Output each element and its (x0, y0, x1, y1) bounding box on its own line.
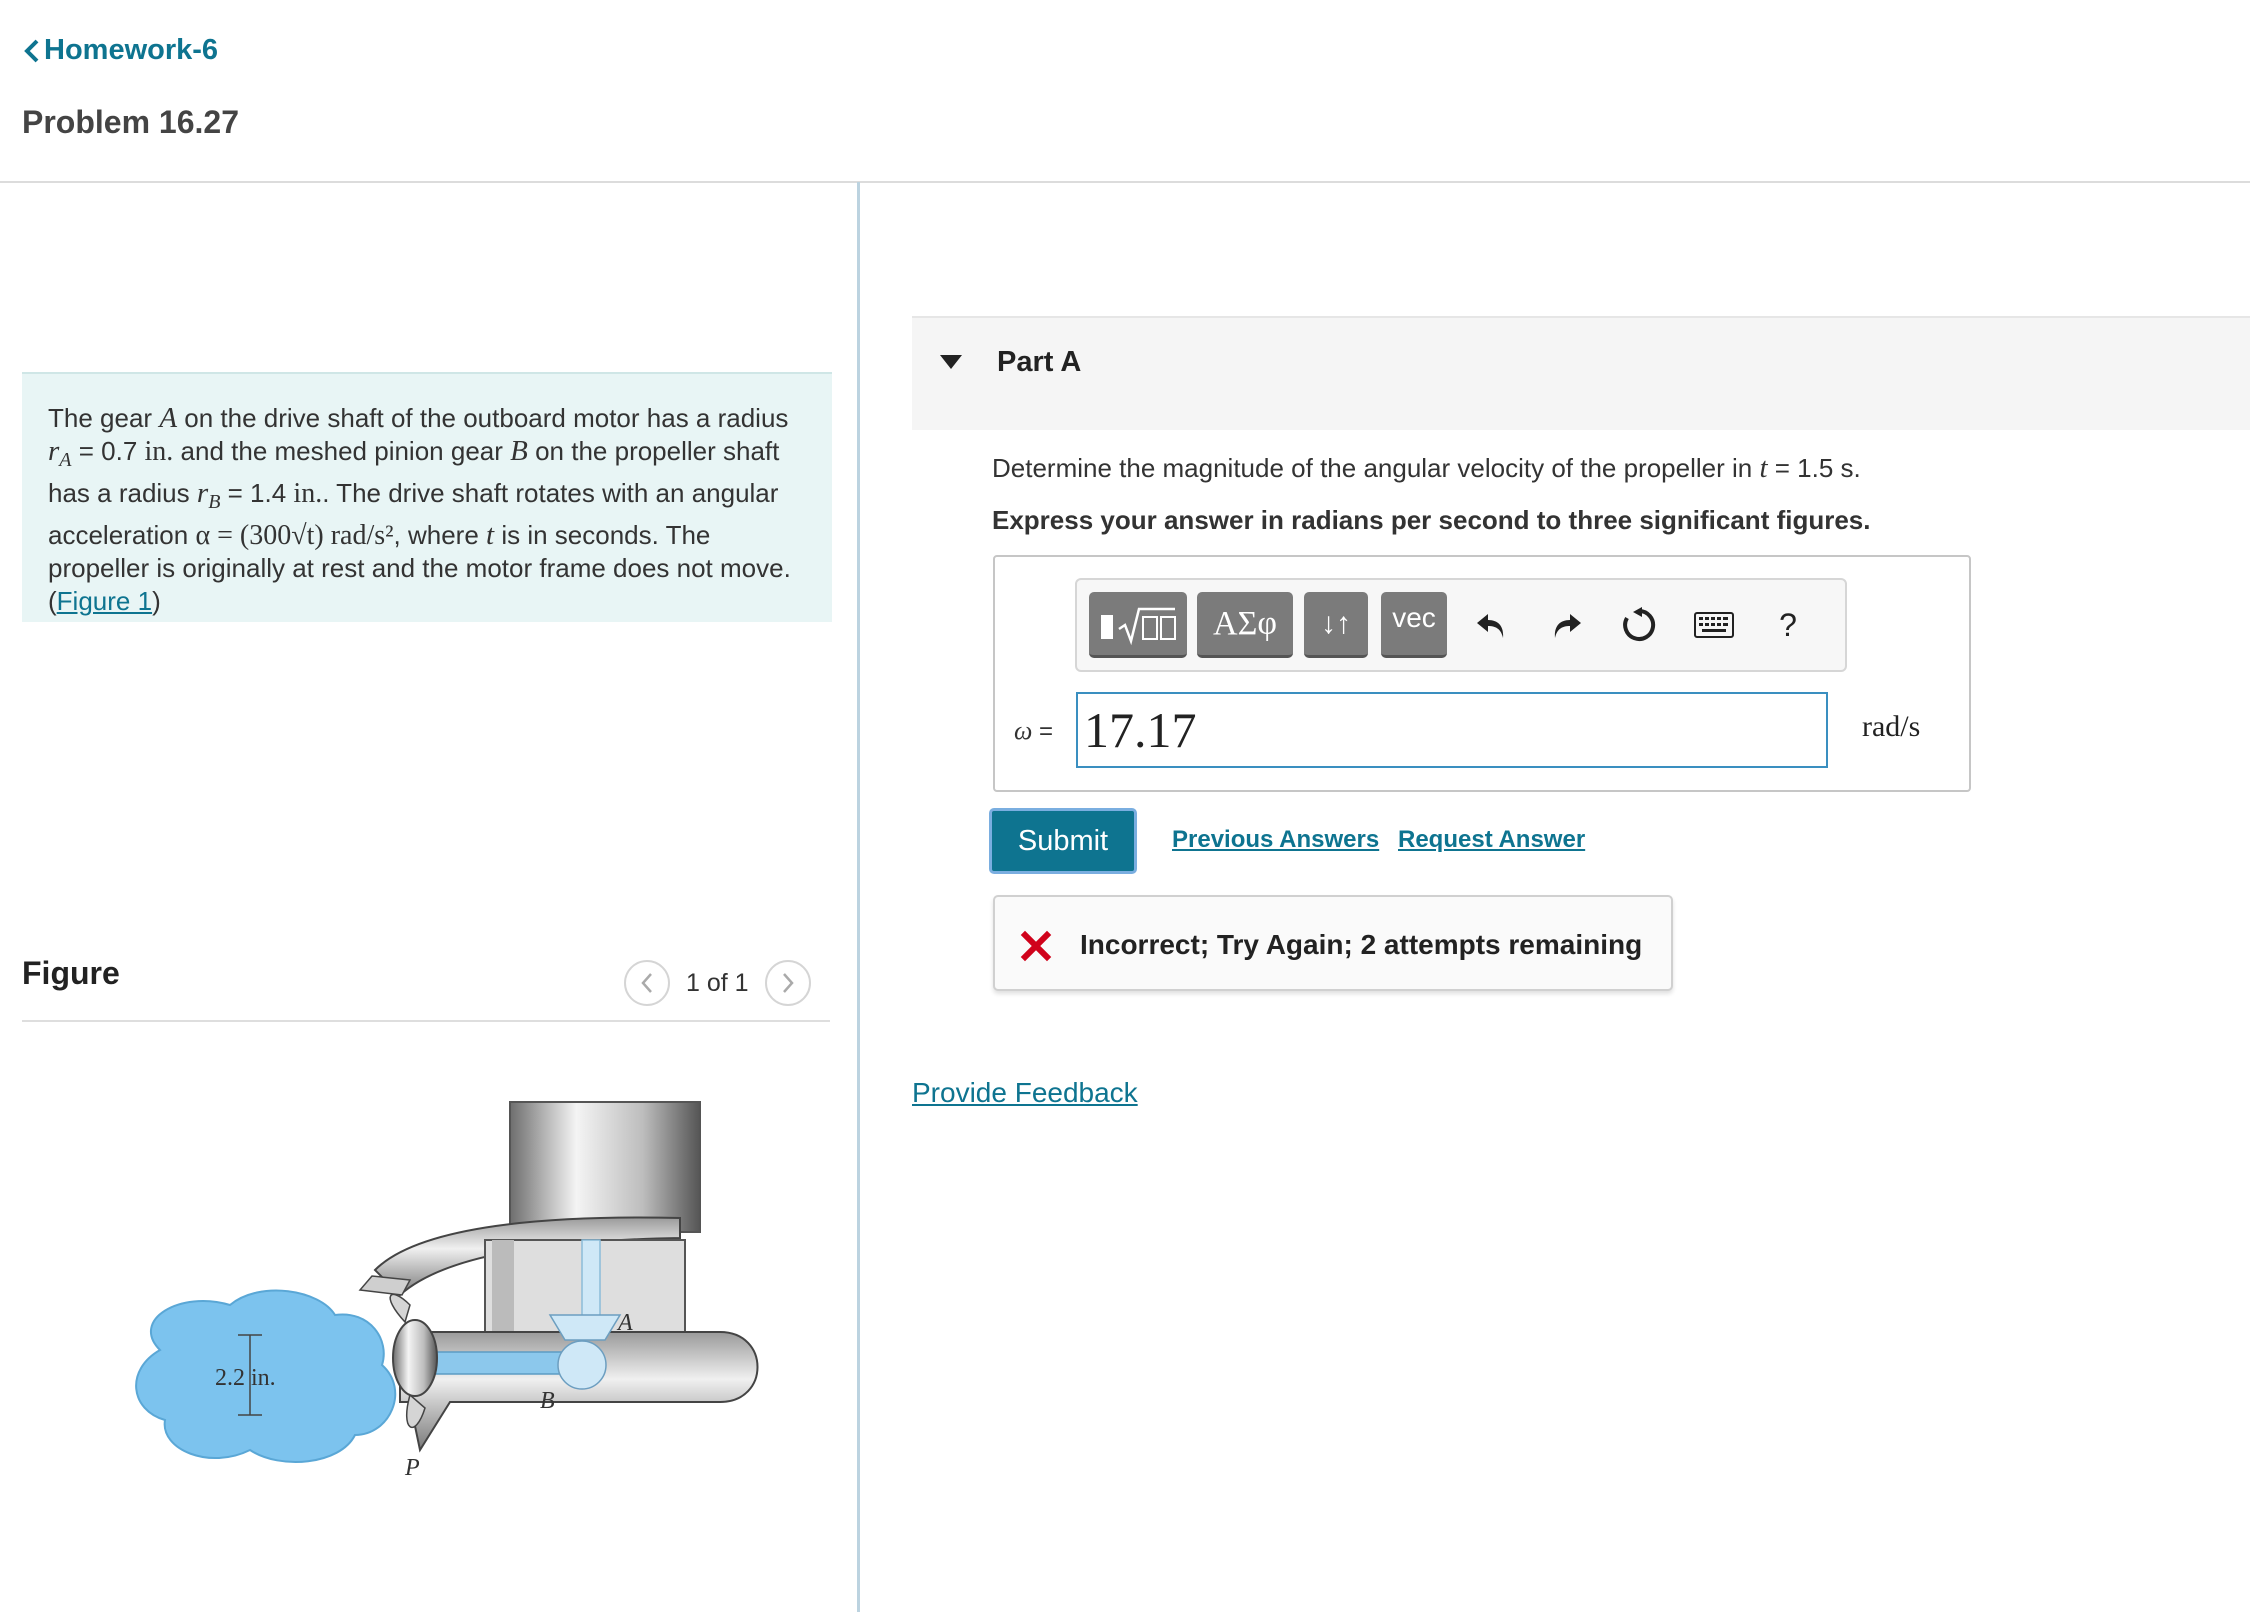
figure-pager (624, 960, 811, 1006)
templates-button[interactable] (1089, 592, 1187, 658)
back-to-homework-link[interactable] (22, 34, 218, 67)
greek-symbols-button[interactable]: ΑΣφ (1197, 592, 1293, 658)
answer-unit: rad/s (1862, 710, 1921, 743)
templates-icon (1095, 601, 1181, 647)
previous-answers-link[interactable]: Previous Answers (1172, 826, 1380, 853)
vector-button[interactable]: vec (1381, 592, 1447, 658)
answer-variable-label: ω = (1014, 716, 1054, 745)
figure-label-a: A (618, 1310, 633, 1336)
back-link-label: Homework-6 (44, 34, 219, 66)
request-answer-link[interactable]: Request Answer (1398, 826, 1586, 853)
chevron-left-icon (640, 972, 654, 994)
figure-label-b: B (540, 1388, 555, 1414)
header-divider (0, 181, 2250, 183)
figure-heading: Figure (22, 955, 120, 991)
outboard-motor-figure (120, 1090, 760, 1530)
next-figure-button[interactable] (765, 960, 811, 1006)
figure-dimension-label: 2.2 in. (215, 1365, 276, 1391)
caret-down-icon[interactable] (939, 354, 963, 370)
chevron-right-icon (781, 972, 795, 994)
figure-link[interactable]: Figure 1 (56, 586, 153, 617)
answer-instructions: Express your answer in radians per second to three significant figures. (992, 505, 1871, 535)
column-divider (857, 182, 860, 1612)
answer-input[interactable] (1076, 692, 1828, 768)
feedback-status-text: Incorrect; Try Again; 2 attempts remaining (1080, 929, 1643, 960)
redo-icon[interactable] (1541, 598, 1593, 652)
figure-label-p: P (405, 1455, 420, 1481)
pager-count: 1 of 1 (686, 968, 749, 997)
problem-statement: The gear A on the drive shaft of the outboard motor has a radius $r_A = 0.7$ in. and the meshed pinion gear B on the propeller shaft has a radius $r_B = 1.4$ in.. The drive shaft rotates with an angular acceleration α = (300√t) rad/s², where t is in seconds. The propeller is originally at rest and the motor frame does not move. (Figure 1) (22, 372, 832, 622)
part-title: Part A (997, 346, 1082, 378)
part-a-header[interactable] (912, 316, 2250, 430)
error-x-icon (1020, 930, 1052, 962)
help-button[interactable]: ? (1779, 606, 1797, 643)
submit-button[interactable]: Submit (989, 808, 1137, 874)
figure-divider (22, 1020, 830, 1022)
chevron-left-icon (22, 38, 40, 64)
keyboard-icon[interactable] (1686, 598, 1742, 652)
prev-figure-button[interactable] (624, 960, 670, 1006)
problem-title: Problem 16.27 (22, 104, 239, 140)
undo-icon[interactable] (1465, 598, 1517, 652)
provide-feedback-link[interactable]: Provide Feedback (912, 1077, 1138, 1108)
arrows-button[interactable]: ↓↑ (1304, 592, 1368, 658)
reset-icon[interactable] (1613, 598, 1665, 652)
question-text: Determine the magnitude of the angular velocity of the propeller in t = 1.5 s. (992, 452, 1861, 484)
